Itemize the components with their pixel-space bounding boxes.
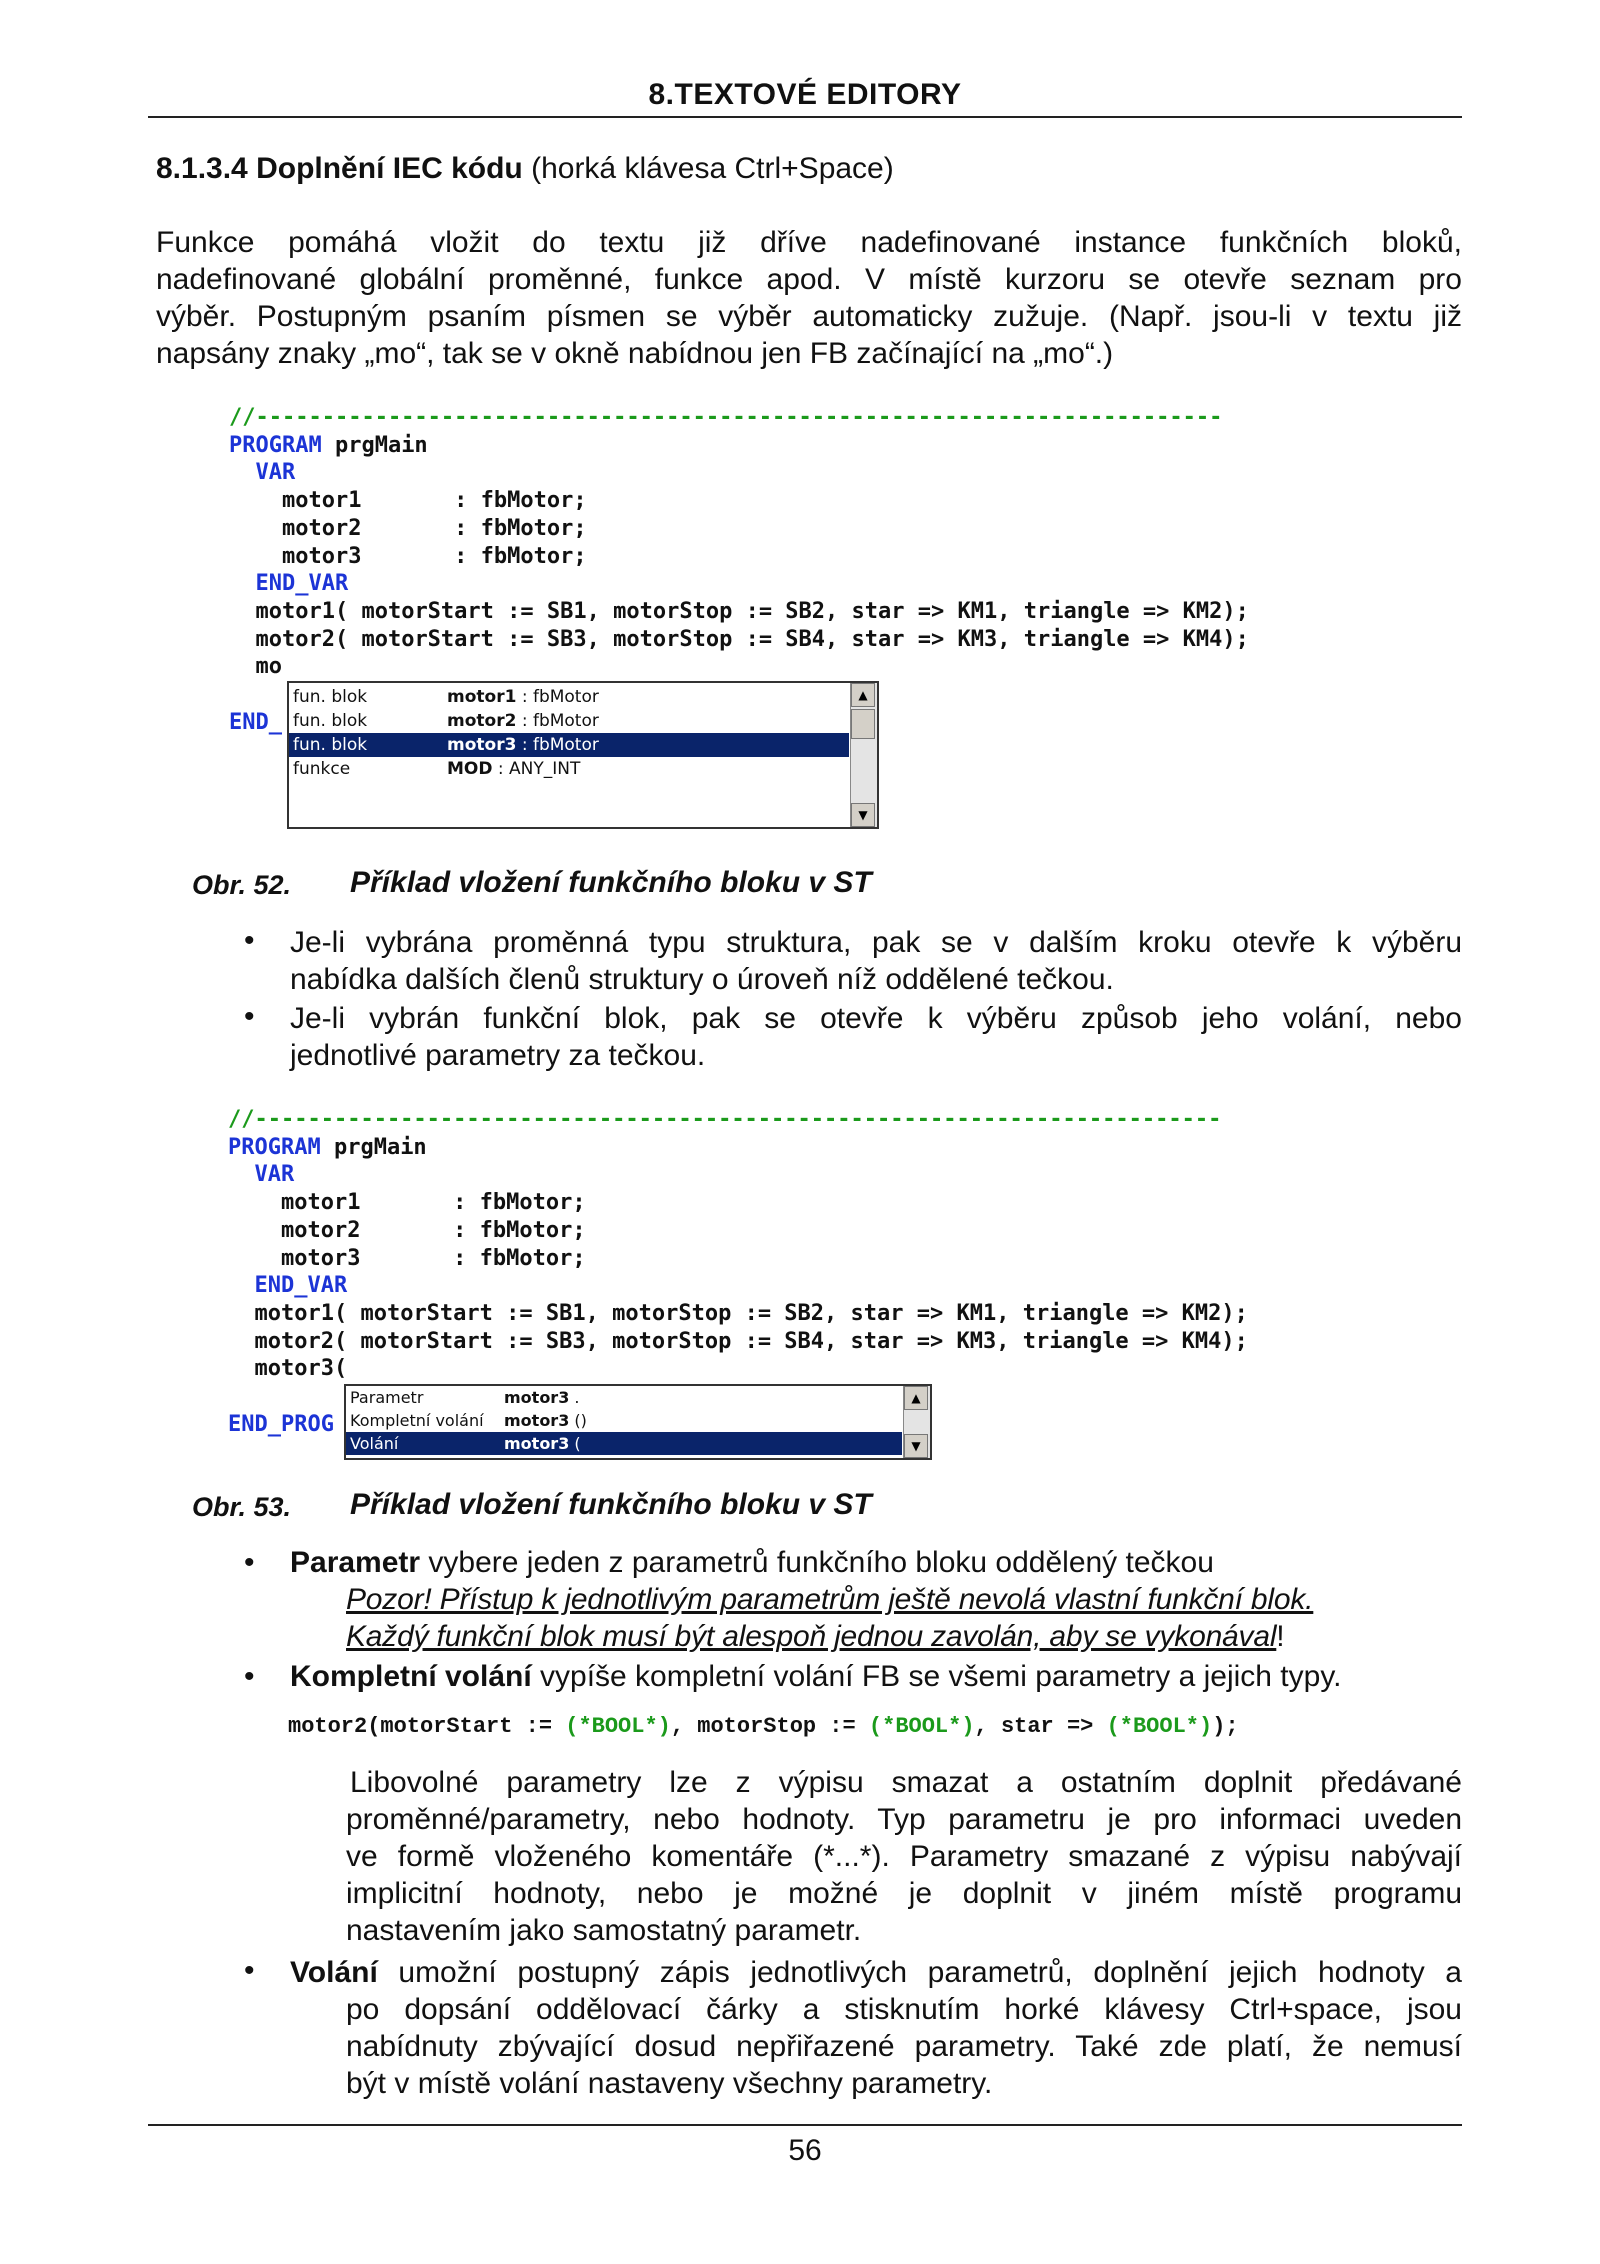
bullet-line: nabídka dalších členů struktury o úroveň níž oddělené tečkou.: [290, 963, 1114, 996]
intro-line: výběr. Postupným psaním písmen se výběr automaticky zužuje. (Např. jsou-li v textu již: [156, 300, 1462, 333]
popup-item[interactable]: [289, 709, 877, 733]
code-type-comment: (*BOOL*): [565, 1714, 671, 1739]
parametr-item: [290, 1546, 1214, 1580]
code-decl: motor2 : fbMotor;: [281, 515, 587, 541]
section-heading: [156, 152, 894, 186]
caption-number: Obr. 53.: [192, 1492, 292, 1522]
intro-line: napsány znaky „mo“, tak se v okně nabídnou jen FB začínající na „mo“.): [156, 337, 1114, 370]
item-name: motor3: [504, 1388, 570, 1407]
item-kind: Volání: [350, 1434, 399, 1453]
code-comment: //-------------------------------------------------------------------------: [229, 405, 1223, 430]
program-keyword: PROGRAM: [228, 1134, 321, 1160]
code-call: motor2( motorStart := SB3, motorStop := SB4, star => KM3, triangle => KM4);: [254, 1328, 1248, 1354]
chapter-header: 8.TEXTOVÉ EDITORY: [648, 78, 962, 111]
section-hint: (horká klávesa Ctrl+Space): [522, 152, 894, 185]
popup-item[interactable]: [346, 1409, 930, 1432]
kompletni-desc: vypíše kompletní volání FB se všemi parametry a jejich typy.: [531, 1660, 1342, 1693]
volani-line: být v místě volání nastaveny všechny parametry.: [346, 2067, 993, 2100]
item-name: motor3: [504, 1411, 570, 1430]
bullet-item: [290, 1000, 1462, 1074]
volani-line: nabídnuty zbývající dosud nepřiřazené parametry. Také zde platí, že nemusí: [346, 2030, 1462, 2063]
item-type: (: [569, 1434, 581, 1453]
kompletni-line: implicitní hodnoty, nebo je možné je doplnit v jiném místě programu: [346, 1877, 1462, 1910]
popup-scrollbar[interactable]: [850, 683, 877, 827]
figure53-caption: [192, 1490, 291, 1524]
var-keyword: VAR: [255, 460, 296, 486]
kompletni-paragraph: [346, 1764, 1462, 1949]
section-title: 8.1.3.4 Doplnění IEC kódu: [156, 152, 523, 185]
kompletni-item: [290, 1660, 1341, 1694]
item-kind: Kompletní volání: [350, 1411, 484, 1430]
code-type-comment: (*BOOL*): [1106, 1714, 1213, 1739]
code-decl: motor3 : fbMotor;: [280, 1245, 586, 1271]
scroll-down-icon[interactable]: ▼: [904, 1434, 928, 1458]
bullet-line: Je-li vybrána proměnná typu struktura, pak se v dalším kroku otevře k výběru: [290, 926, 1462, 959]
item-name: motor3: [504, 1434, 570, 1453]
code-decl: motor3 : fbMotor;: [281, 543, 587, 569]
end-keyword: END_PROG: [228, 1411, 334, 1437]
item-type: (): [569, 1411, 587, 1430]
item-type: : fbMotor: [516, 711, 599, 731]
caption-number: Obr. 52.: [192, 870, 292, 900]
volani-line: po dopsání oddělovací čárky a stisknutím horké klávesy Ctrl+space, jsou: [346, 1993, 1462, 2026]
code-decl: motor2 : fbMotor;: [280, 1217, 586, 1243]
parametr-warning-2: [346, 1620, 1284, 1654]
scroll-up-icon[interactable]: ▲: [904, 1386, 928, 1410]
kompletni-line: Libovolné parametry lze z výpisu smazat a ostatním doplnit předávané: [350, 1766, 1462, 1799]
intro-line: nadefinované globální proměnné, funkce apod. V místě kurzoru se otevře seznam pro: [156, 263, 1462, 296]
kompletni-line: ve formě vloženého komentáře (*...*). Parametry smazané z výpisu nabývají: [346, 1840, 1462, 1873]
code-call: motor1( motorStart := SB1, motorStop := SB2, star => KM1, triangle => KM2);: [254, 1300, 1248, 1326]
item-name: motor3: [447, 735, 517, 755]
code-part: , star =>: [974, 1714, 1107, 1739]
item-kind: fun. blok: [293, 711, 368, 731]
code-part: , motorStop :=: [670, 1714, 869, 1739]
bullet-icon: •: [244, 1660, 255, 1693]
scroll-thumb[interactable]: [851, 709, 875, 739]
autocomplete-popup[interactable]: [287, 681, 879, 829]
bullet-icon: •: [244, 1546, 255, 1579]
code-call: motor1( motorStart := SB1, motorStop := SB2, star => KM1, triangle => KM2);: [255, 598, 1249, 624]
figure52-caption: [192, 868, 291, 902]
bullet-icon: •: [244, 924, 255, 957]
end-keyword: END_: [229, 709, 282, 735]
page-number: 56: [788, 2134, 822, 2167]
term-parametr: Parametr: [290, 1546, 421, 1579]
item-name: MOD: [447, 759, 493, 779]
program-name: prgMain: [320, 1134, 427, 1160]
code-part: );: [1212, 1714, 1239, 1739]
bullet-line: Je-li vybrán funkční blok, pak se otevře k výběru způsob jeho volání, nebo: [290, 1002, 1462, 1035]
example-code: [288, 1714, 1239, 1739]
program-name: prgMain: [321, 432, 428, 458]
bullet-icon: •: [244, 1954, 255, 1987]
volani-item: [290, 1954, 1462, 1991]
typed-text: mo: [255, 654, 282, 680]
code-call: motor2( motorStart := SB3, motorStop := SB4, star => KM3, triangle => KM4);: [255, 626, 1249, 652]
item-name: motor2: [447, 711, 517, 731]
parametr-warning-1: Pozor! Přístup k jednotlivým parametrům ještě nevolá vlastní funkční blok.: [346, 1583, 1314, 1616]
warning-end: !: [1276, 1620, 1285, 1653]
popup-item[interactable]: [346, 1386, 930, 1409]
volani-paragraph: [346, 1991, 1462, 2102]
code-part: motor2(motorStart :=: [288, 1714, 566, 1739]
figure52-caption-text: Příklad vložení funkčního bloku v ST: [350, 866, 872, 899]
volani-first-line: [290, 1954, 1462, 1991]
item-type: : ANY_INT: [492, 759, 581, 779]
code-comment: //-------------------------------------------------------------------------: [228, 1107, 1222, 1132]
footer-rule: [148, 2124, 1462, 2126]
figure53-caption-text: Příklad vložení funkčního bloku v ST: [350, 1488, 872, 1521]
warning-text: Každý funkční blok musí být alespoň jednou zavolán, aby se vykonával: [346, 1620, 1277, 1653]
item-kind: fun. blok: [293, 735, 368, 755]
kompletni-line: nastavením jako samostatný parametr.: [346, 1914, 862, 1947]
bullet-icon: •: [244, 1000, 255, 1033]
popup-item-selected[interactable]: [289, 733, 849, 757]
scroll-up-icon[interactable]: ▲: [851, 683, 875, 707]
kompletni-line: proměnné/parametry, nebo hodnoty. Typ parametru je pro informaci uveden: [346, 1803, 1462, 1836]
popup-scrollbar[interactable]: [903, 1386, 930, 1458]
call-options-popup[interactable]: [344, 1384, 932, 1460]
var-keyword: VAR: [254, 1162, 295, 1188]
intro-line: Funkce pomáhá vložit do textu již dříve nadefinované instance funkčních bloků,: [156, 226, 1462, 259]
popup-item-selected[interactable]: [346, 1432, 902, 1455]
item-kind: fun. blok: [293, 687, 368, 707]
popup-item[interactable]: [289, 685, 877, 709]
scroll-down-icon[interactable]: ▼: [851, 803, 875, 827]
code-type-comment: (*BOOL*): [868, 1714, 975, 1739]
item-kind: Parametr: [350, 1388, 424, 1407]
end-var-keyword: END_VAR: [254, 1273, 348, 1299]
program-keyword: PROGRAM: [229, 432, 322, 458]
term-kompletni: Kompletní volání: [290, 1660, 532, 1693]
bullet-item: [290, 924, 1462, 998]
item-type: : fbMotor: [516, 687, 599, 707]
end-var-keyword: END_VAR: [255, 571, 349, 597]
item-name: motor1: [447, 687, 517, 707]
typed-text: motor3(: [254, 1356, 348, 1382]
popup-item[interactable]: [289, 757, 877, 781]
item-type: .: [569, 1388, 580, 1407]
volani-first: umožní postupný zápis jednotlivých parametrů, doplnění jejich hodnoty a: [377, 1956, 1462, 1989]
item-type: : fbMotor: [516, 735, 599, 755]
bullet-line: jednotlivé parametry za tečkou.: [290, 1039, 706, 1072]
intro-paragraph: [156, 224, 1462, 372]
parametr-desc: vybere jeden z parametrů funkčního bloku oddělený tečkou: [420, 1546, 1214, 1579]
code-decl: motor1 : fbMotor;: [281, 488, 587, 514]
header-rule: [148, 116, 1462, 118]
code-decl: motor1 : fbMotor;: [280, 1190, 586, 1216]
item-kind: funkce: [293, 759, 351, 779]
term-volani: Volání: [290, 1956, 378, 1989]
